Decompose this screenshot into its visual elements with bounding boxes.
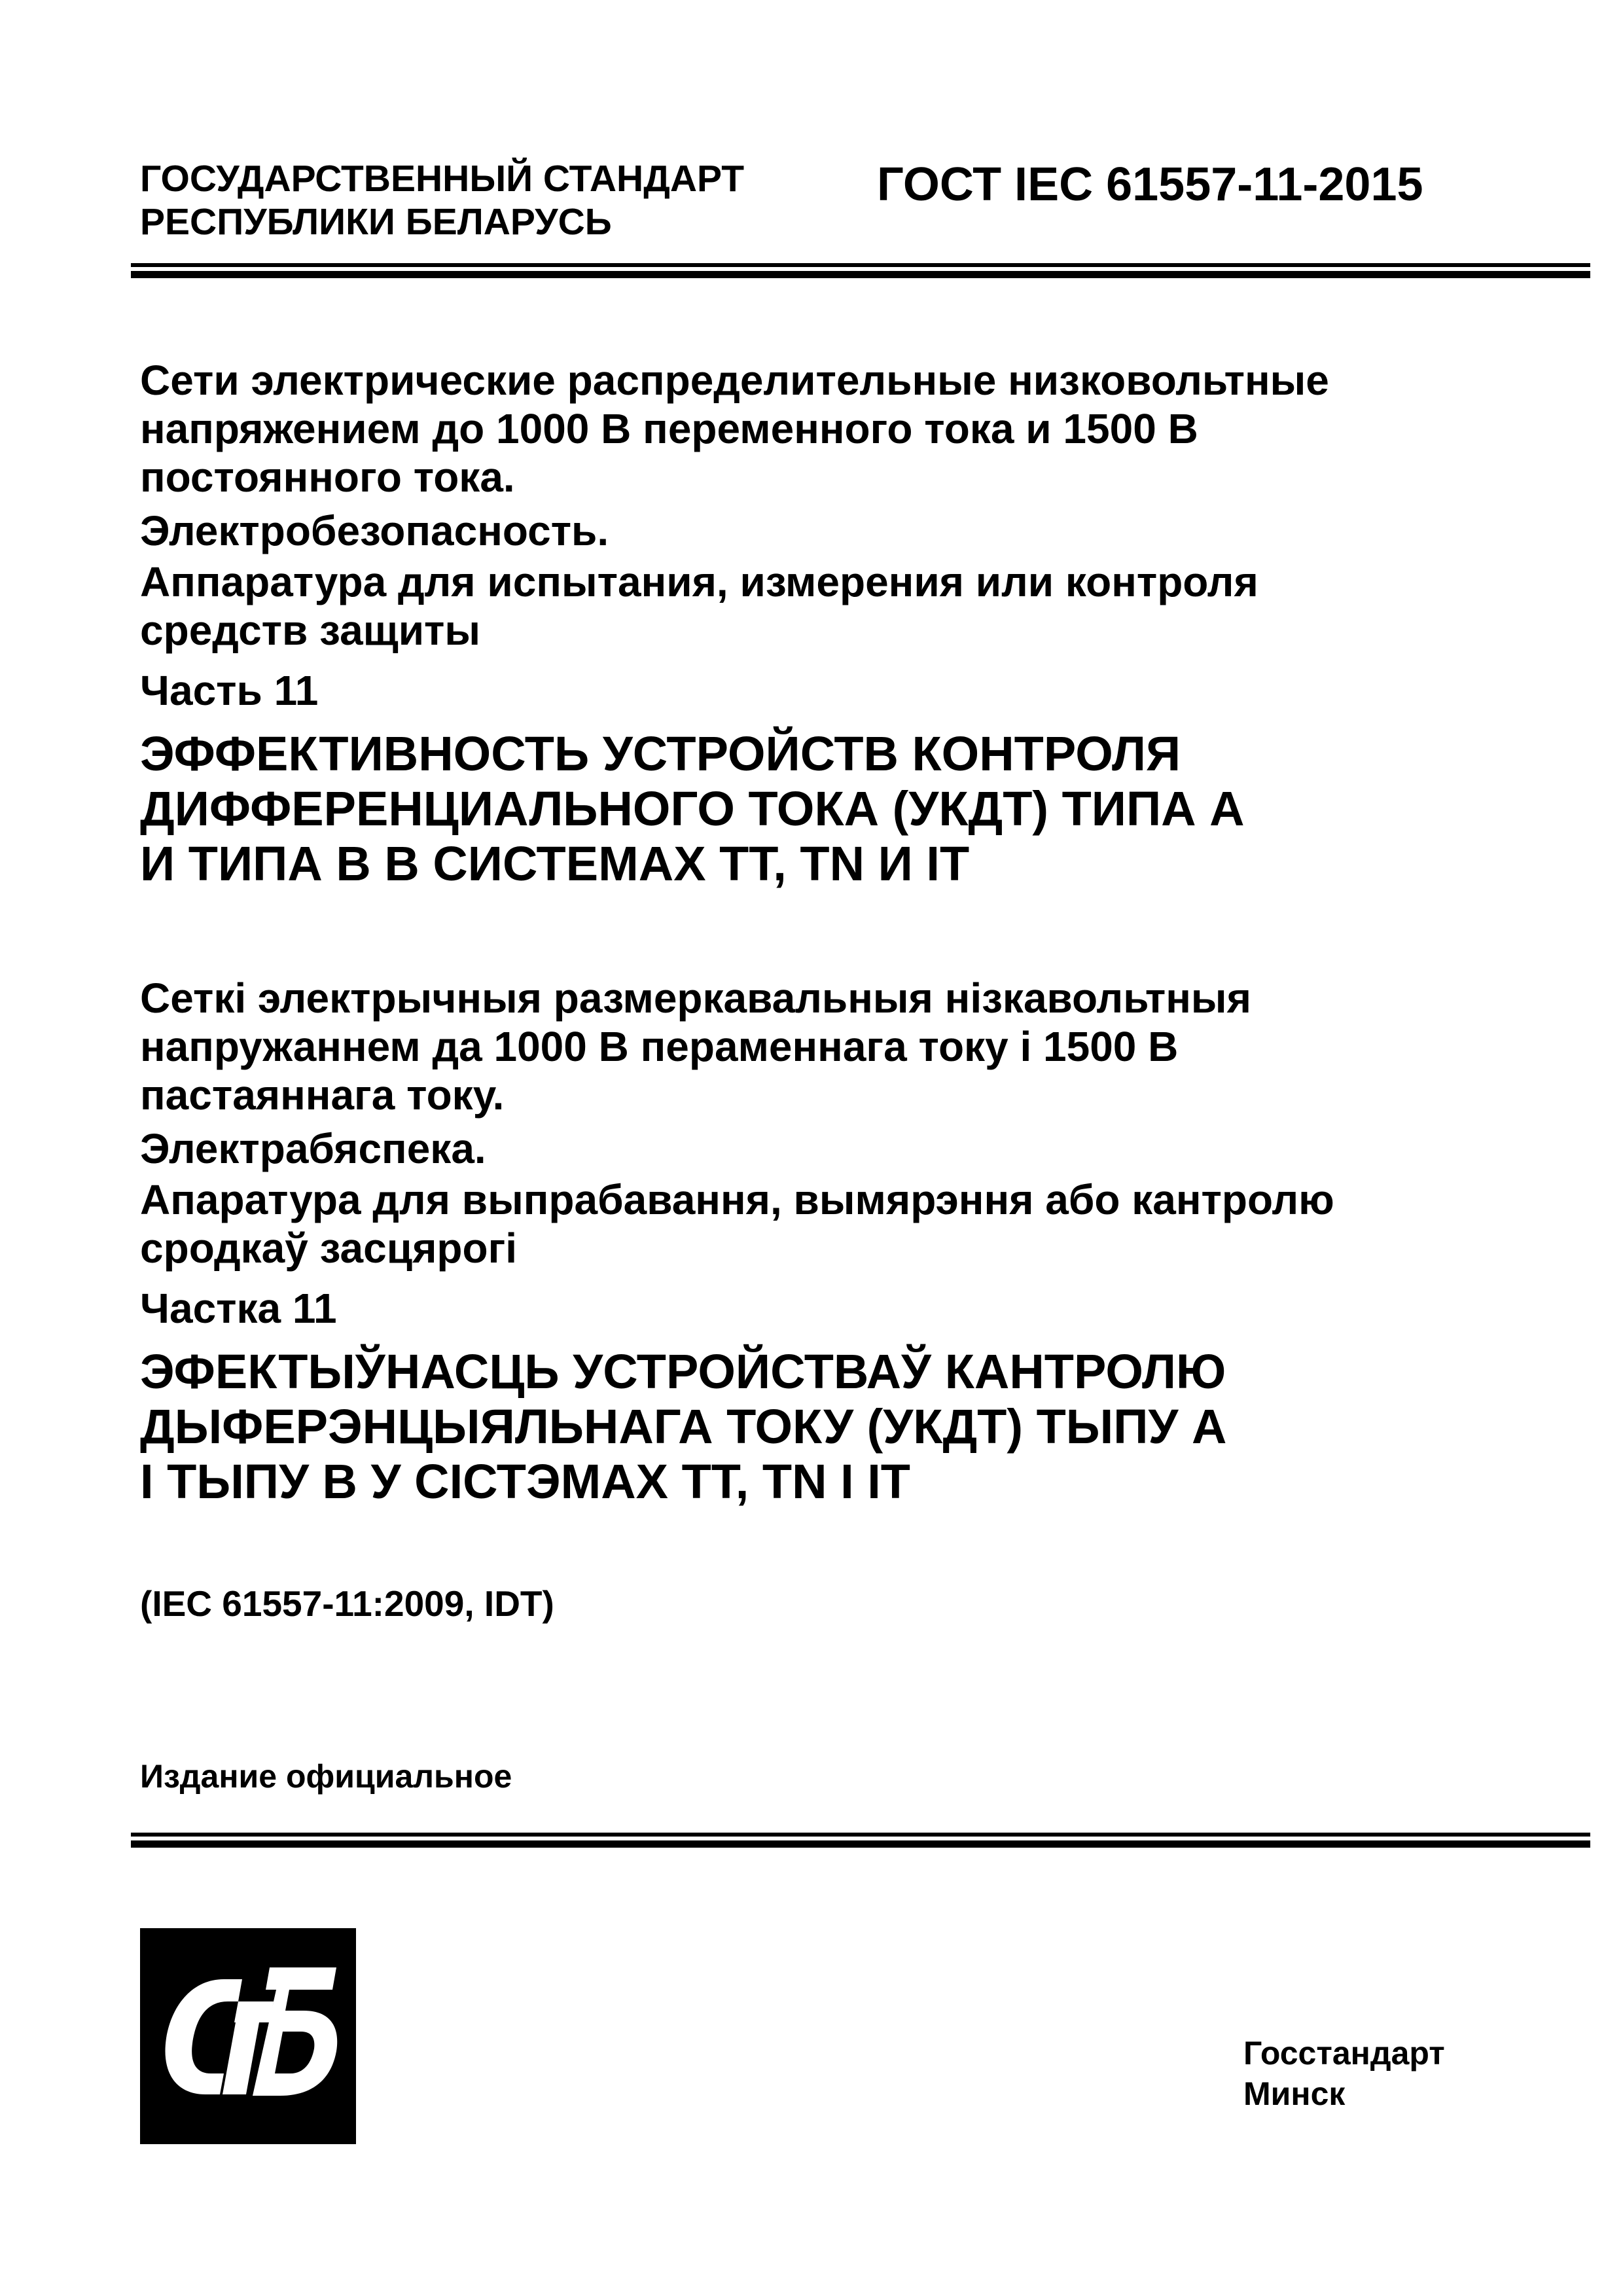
title-by-part-title-line: ЭФЕКТЫЎНАСЦЬ УСТРОЙСТВАЎ КАНТРОЛЮ bbox=[140, 1344, 1226, 1399]
header-rule-thin bbox=[131, 263, 1590, 267]
standard-org-line-1: ГОСУДАРСТВЕННЫЙ СТАНДАРТ bbox=[140, 158, 745, 200]
title-by-part: Частка 11 bbox=[140, 1285, 337, 1332]
standard-code: ГОСТ IEC 61557-11-2015 bbox=[877, 158, 1423, 211]
title-ru-part: Часть 11 bbox=[140, 667, 319, 714]
stb-logo-icon bbox=[140, 1928, 356, 2144]
international-standard-reference: (IEC 61557-11:2009, IDT) bbox=[140, 1583, 554, 1624]
title-ru-part-title-line: И ТИПА В В СИСТЕМАХ TT, TN И IT bbox=[140, 836, 970, 891]
title-ru-part-title-line: ДИФФЕРЕНЦИАЛЬНОГО ТОКА (УКДТ) ТИПА А bbox=[140, 781, 1245, 836]
edition-label: Издание официальное bbox=[140, 1758, 512, 1795]
title-by-line: пастаяннага току. bbox=[140, 1071, 505, 1119]
standard-org-line-2: РЕСПУБЛИКИ БЕЛАРУСЬ bbox=[140, 201, 612, 243]
title-ru-line: Электробезопасность. bbox=[140, 507, 609, 554]
title-by-line: Сеткі электрычныя размеркавальныя нізкавольтныя bbox=[140, 975, 1251, 1022]
title-ru-line: постоянного тока. bbox=[140, 454, 515, 501]
footer-rule-thin bbox=[131, 1833, 1590, 1837]
title-by-part-title-line: І ТЫПУ В У СІСТЭМАХ TT, TN І IT bbox=[140, 1454, 910, 1509]
title-by-line: Апаратура для выпрабавання, вымярэння або кантролю bbox=[140, 1176, 1334, 1223]
title-by-line: напружаннем да 1000 В пераменнага току і 1500 В bbox=[140, 1023, 1179, 1070]
title-by-line: Электрабяспека. bbox=[140, 1125, 486, 1172]
title-by-part-title-line: ДЫФЕРЭНЦЫЯЛЬНАГА ТОКУ (УКДТ) ТЫПУ А bbox=[140, 1399, 1227, 1454]
header-rule-thick bbox=[131, 271, 1590, 278]
publisher-city: Минск bbox=[1243, 2075, 1346, 2112]
title-ru-line: напряжением до 1000 В переменного тока и 1500 В bbox=[140, 405, 1198, 452]
title-ru-line: Аппаратура для испытания, измерения или контроля bbox=[140, 558, 1258, 605]
title-by-line: сродкаў засцярогі bbox=[140, 1225, 518, 1272]
footer-rule-thick bbox=[131, 1840, 1590, 1848]
title-ru-line: Сети электрические распределительные низковольтные bbox=[140, 357, 1329, 404]
title-ru-line: средств защиты bbox=[140, 607, 481, 654]
publisher-name: Госстандарт bbox=[1243, 2035, 1445, 2072]
title-ru-part-title-line: ЭФФЕКТИВНОСТЬ УСТРОЙСТВ КОНТРОЛЯ bbox=[140, 726, 1181, 781]
